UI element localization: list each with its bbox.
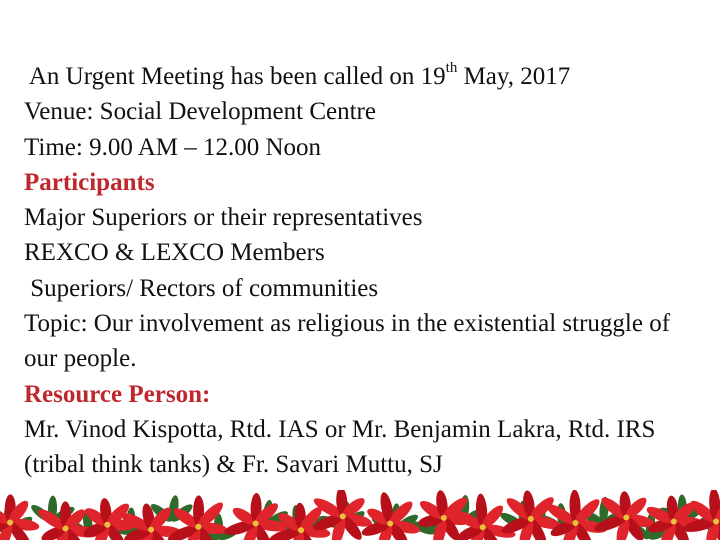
participant-item: Superiors/ Rectors of communities bbox=[24, 274, 379, 302]
resource-person-heading: Resource Person: bbox=[24, 380, 211, 408]
participants-heading: Participants bbox=[24, 168, 155, 196]
poinsettia-border-icon bbox=[0, 490, 720, 540]
meeting-announcement-text: An Urgent Meeting has been called on 19 bbox=[24, 63, 446, 90]
time-line: Time: 9.00 AM – 12.00 Noon bbox=[24, 133, 322, 161]
venue-line: Venue: Social Development Centre bbox=[24, 98, 376, 126]
resource-persons-line: Mr. Vinod Kispotta, Rtd. IAS or Mr. Benjamin Lakra, Rtd. IRS (tribal think tanks) & Fr. Savari Muttu, SJ bbox=[24, 415, 656, 479]
topic-line: Topic: Our involvement as religious in the existential struggle of our people. bbox=[24, 310, 671, 373]
meeting-date-text: May, 2017 bbox=[457, 63, 571, 90]
participant-item: Major Superiors or their representatives bbox=[24, 204, 423, 232]
announcement-text bbox=[24, 59, 704, 483]
meeting-announcement bbox=[24, 59, 704, 94]
participant-item: REXCO & LEXCO Members bbox=[24, 239, 325, 267]
date-ordinal-suffix: th bbox=[445, 59, 458, 76]
